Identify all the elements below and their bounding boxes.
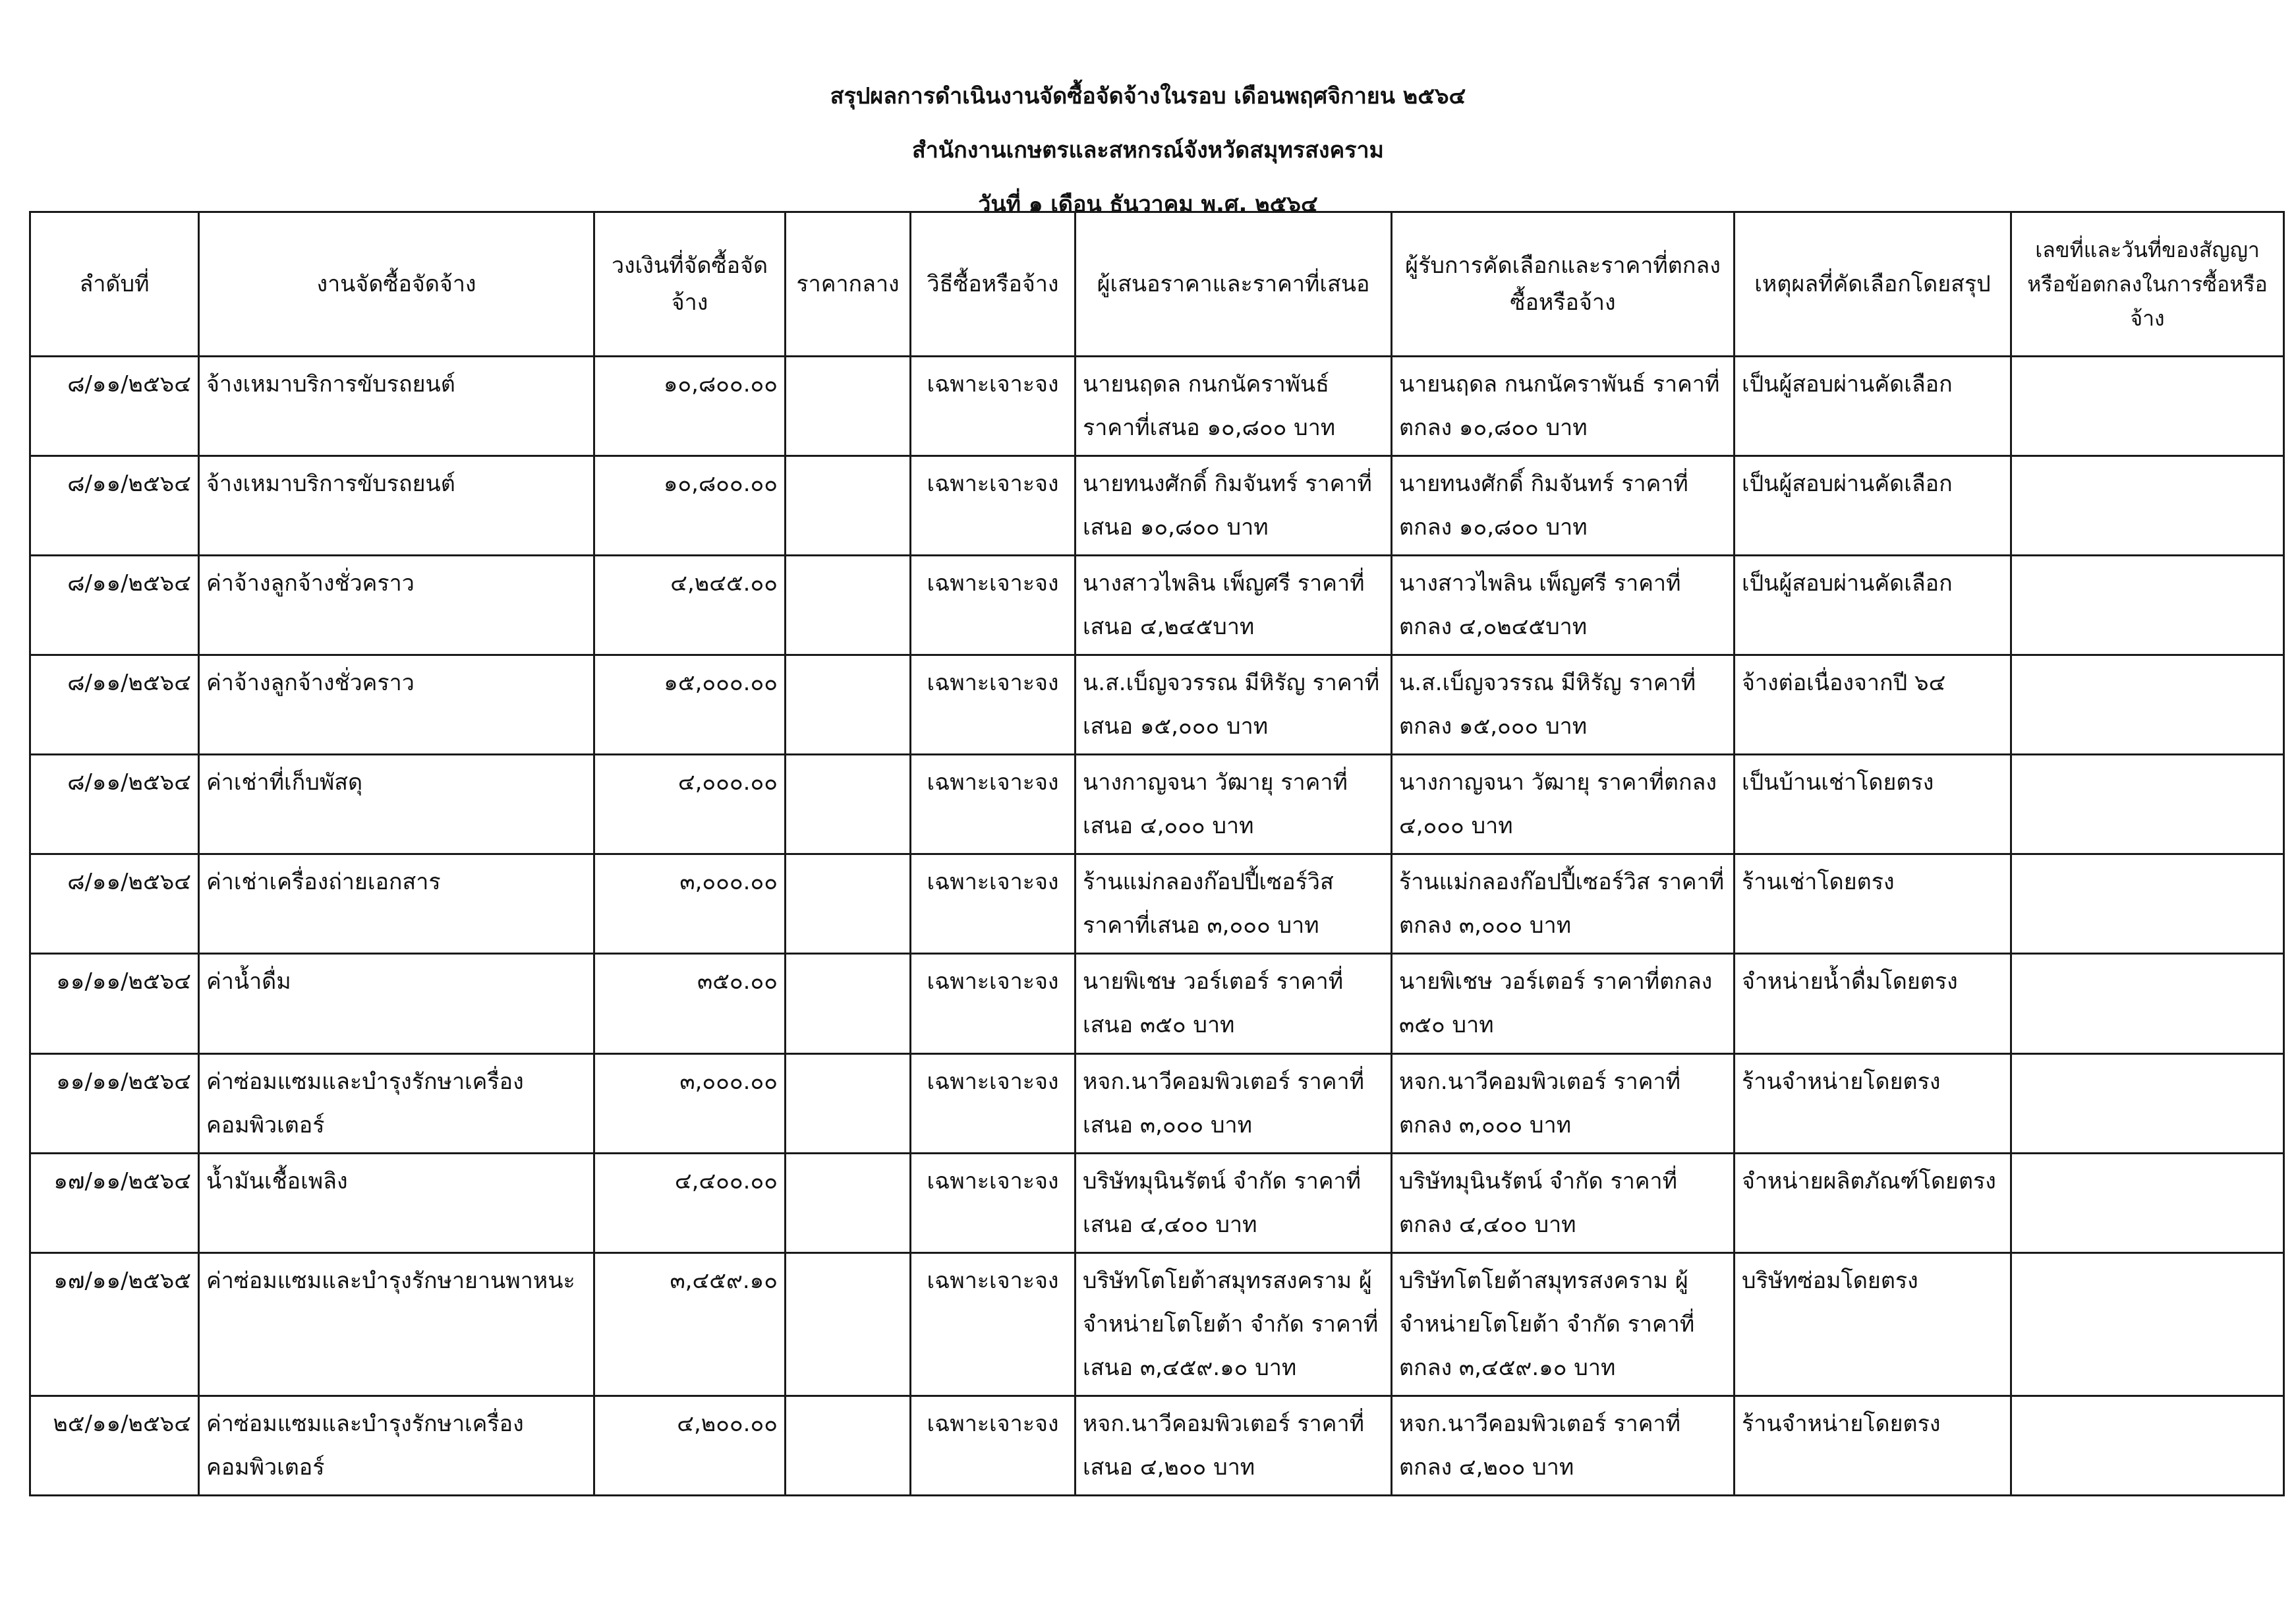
contract-cell [2011,1396,2284,1495]
work-cell: ค่าจ้างลูกจ้างชั่วคราว [199,556,594,655]
work-cell: ค่าจ้างลูกจ้างชั่วคราว [199,655,594,755]
winner-cell: หจก.นาวีคอมพิวเตอร์ ราคาที่ตกลง ๓,๐๐๐ บาท [1392,1053,1735,1153]
method-cell: เฉพาะเจาะจง [911,954,1076,1053]
bidder-cell: หจก.นาวีคอมพิวเตอร์ ราคาที่เสนอ ๓,๐๐๐ บาท [1076,1053,1392,1153]
budget-cell: ๓๕๐.๐๐ [594,954,786,1053]
reason-cell: จำหน่ายผลิตภัณฑ์โดยตรง [1735,1153,2011,1252]
method-cell: เฉพาะเจาะจง [911,456,1076,556]
reason-cell: เป็นผู้สอบผ่านคัดเลือก [1735,357,2011,456]
date-cell: ๘/๑๑/๒๕๖๔ [30,854,199,954]
winner-cell: นายพิเชษ วอร์เตอร์ ราคาที่ตกลง ๓๕๐ บาท [1392,954,1735,1053]
date-cell: ๘/๑๑/๒๕๖๔ [30,655,199,755]
budget-cell: ๓,๐๐๐.๐๐ [594,854,786,954]
bidder-cell: ร้านแม่กลองก๊อปปี้เซอร์วิส ราคาที่เสนอ ๓,๐๐๐ บาท [1076,854,1392,954]
bidder-cell: นางสาวไพลิน เพ็ญศรี ราคาที่เสนอ ๔,๒๔๕บาท [1076,556,1392,655]
median-cell [786,854,911,954]
contract-cell [2011,854,2284,954]
bidder-cell: นายทนงศักดิ์ กิมจันทร์ ราคาที่เสนอ ๑๐,๘๐๐ บาท [1076,456,1392,556]
contract-cell [2011,556,2284,655]
reason-cell: เป็นผู้สอบผ่านคัดเลือก [1735,556,2011,655]
table-row [30,556,2284,655]
header-contract: เลขที่และวันที่ของสัญญาหรือข้อตกลงในการซื้อหรือจ้าง [2011,212,2284,357]
date-cell: ๘/๑๑/๒๕๖๔ [30,556,199,655]
reason-cell: เป็นผู้สอบผ่านคัดเลือก [1735,456,2011,556]
budget-cell: ๔,๒๔๕.๐๐ [594,556,786,655]
report-date: วันที่ ๑ เดือน ธันวาคม พ.ศ. ๒๕๖๔ [978,191,1318,218]
work-cell: จ้างเหมาบริการขับรถยนต์ [199,456,594,556]
median-cell [786,755,911,854]
method-cell: เฉพาะเจาะจง [911,1053,1076,1153]
bidder-cell: หจก.นาวีคอมพิวเตอร์ ราคาที่เสนอ ๔,๒๐๐ บาท [1076,1396,1392,1495]
winner-cell: นางกาญจนา วัฒายุ ราคาที่ตกลง ๔,๐๐๐ บาท [1392,755,1735,854]
reason-cell: เป็นบ้านเช่าโดยตรง [1735,755,2011,854]
contract-cell [2011,456,2284,556]
median-cell [786,1053,911,1153]
date-cell: ๘/๑๑/๒๕๖๔ [30,456,199,556]
date-cell: ๘/๑๑/๒๕๖๔ [30,755,199,854]
median-cell [786,1396,911,1495]
winner-cell: หจก.นาวีคอมพิวเตอร์ ราคาที่ตกลง ๔,๒๐๐ บาท [1392,1396,1735,1495]
median-cell [786,456,911,556]
method-cell: เฉพาะเจาะจง [911,854,1076,954]
table-header-row [30,212,2284,357]
work-cell: จ้างเหมาบริการขับรถยนต์ [199,357,594,456]
contract-cell [2011,755,2284,854]
method-cell: เฉพาะเจาะจง [911,1153,1076,1252]
table-row [30,1252,2284,1396]
bidder-cell: นางกาญจนา วัฒายุ ราคาที่เสนอ ๔,๐๐๐ บาท [1076,755,1392,854]
method-cell: เฉพาะเจาะจง [911,655,1076,755]
contract-cell [2011,954,2284,1053]
header-winner: ผู้รับการคัดเลือกและราคาที่ตกลงซื้อหรือจ้าง [1392,212,1735,357]
header-budget: วงเงินที่จัดซื้อจัดจ้าง [594,212,786,357]
winner-cell: บริษัทโตโยต้าสมุทรสงคราม ผู้จำหน่ายโตโยต้า จำกัด ราคาที่ตกลง ๓,๔๕๙.๑๐ บาท [1392,1252,1735,1396]
method-cell: เฉพาะเจาะจง [911,357,1076,456]
contract-cell [2011,1053,2284,1153]
work-cell: ค่าซ่อมแซมและบำรุงรักษาเครื่องคอมพิวเตอร์ [199,1396,594,1495]
work-cell: ค่าเช่าที่เก็บพัสดุ [199,755,594,854]
contract-cell [2011,1153,2284,1252]
winner-cell: นายทนงศักดิ์ กิมจันทร์ ราคาที่ตกลง ๑๐,๘๐๐ บาท [1392,456,1735,556]
work-cell: ค่าซ่อมแซมและบำรุงรักษาเครื่องคอมพิวเตอร์ [199,1053,594,1153]
table-row [30,357,2284,456]
date-cell: ๑๑/๑๑/๒๕๖๔ [30,954,199,1053]
table-row [30,456,2284,556]
reason-cell: ร้านเช่าโดยตรง [1735,854,2011,954]
header-reason: เหตุผลที่คัดเลือกโดยสรุป [1735,212,2011,357]
budget-cell: ๔,๔๐๐.๐๐ [594,1153,786,1252]
winner-cell: ร้านแม่กลองก๊อปปี้เซอร์วิส ราคาที่ตกลง ๓,๐๐๐ บาท [1392,854,1735,954]
median-cell [786,556,911,655]
reason-cell: ร้านจำหน่ายโดยตรง [1735,1053,2011,1153]
header-work: งานจัดซื้อจัดจ้าง [199,212,594,357]
table-row [30,954,2284,1053]
median-cell [786,1252,911,1396]
header-bidder: ผู้เสนอราคาและราคาที่เสนอ [1076,212,1392,357]
winner-cell: นายนฤดล กนกนัคราพันธ์ ราคาที่ตกลง ๑๐,๘๐๐ บาท [1392,357,1735,456]
table-row [30,755,2284,854]
header-method: วิธีซื้อหรือจ้าง [911,212,1076,357]
method-cell: เฉพาะเจาะจง [911,1252,1076,1396]
contract-cell [2011,655,2284,755]
winner-cell: บริษัทมุนินรัตน์ จำกัด ราคาที่ตกลง ๔,๔๐๐ บาท [1392,1153,1735,1252]
reason-cell: จ้างต่อเนื่องจากปี ๖๔ [1735,655,2011,755]
budget-cell: ๑๐,๘๐๐.๐๐ [594,456,786,556]
budget-cell: ๑๕,๐๐๐.๐๐ [594,655,786,755]
bidder-cell: บริษัทโตโยต้าสมุทรสงคราม ผู้จำหน่ายโตโยต้า จำกัด ราคาที่เสนอ ๓,๔๕๙.๑๐ บาท [1076,1252,1392,1396]
work-cell: ค่าซ่อมแซมและบำรุงรักษายานพาหนะ [199,1252,594,1396]
work-cell: ค่าเช่าเครื่องถ่ายเอกสาร [199,854,594,954]
winner-cell: นางสาวไพลิน เพ็ญศรี ราคาที่ตกลง ๔,๐๒๔๕บาท [1392,556,1735,655]
work-cell: น้ำมันเชื้อเพลิง [199,1153,594,1252]
bidder-cell: น.ส.เบ็ญจวรรณ มีหิรัญ ราคาที่เสนอ ๑๕,๐๐๐ บาท [1076,655,1392,755]
document-title: สรุปผลการดำเนินงานจัดซื้อจัดจ้างในรอบ เดือนพฤศจิกายน ๒๕๖๔ [830,83,1466,109]
budget-cell: ๓,๔๕๙.๑๐ [594,1252,786,1396]
median-cell [786,1153,911,1252]
table-row [30,854,2284,954]
median-cell [786,655,911,755]
table-row [30,1153,2284,1252]
table-row [30,655,2284,755]
contract-cell [2011,357,2284,456]
date-cell: ๒๕/๑๑/๒๕๖๔ [30,1396,199,1495]
reason-cell: จำหน่ายน้ำดื่มโดยตรง [1735,954,2011,1053]
budget-cell: ๓,๐๐๐.๐๐ [594,1053,786,1153]
date-cell: ๑๗/๑๑/๒๕๖๕ [30,1252,199,1396]
date-cell: ๑๗/๑๑/๒๕๖๔ [30,1153,199,1252]
budget-cell: ๔,๒๐๐.๐๐ [594,1396,786,1495]
reason-cell: บริษัทซ่อมโดยตรง [1735,1252,2011,1396]
reason-cell: ร้านจำหน่ายโดยตรง [1735,1396,2011,1495]
budget-cell: ๔,๐๐๐.๐๐ [594,755,786,854]
winner-cell: น.ส.เบ็ญจวรรณ มีหิรัญ ราคาที่ตกลง ๑๕,๐๐๐ บาท [1392,655,1735,755]
date-cell: ๑๑/๑๑/๒๕๖๔ [30,1053,199,1153]
median-cell [786,357,911,456]
table-row [30,1053,2284,1153]
contract-cell [2011,1252,2284,1396]
date-cell: ๘/๑๑/๒๕๖๔ [30,357,199,456]
method-cell: เฉพาะเจาะจง [911,1396,1076,1495]
method-cell: เฉพาะเจาะจง [911,556,1076,655]
median-cell [786,954,911,1053]
bidder-cell: นายนฤดล กนกนัคราพันธ์ ราคาที่เสนอ ๑๐,๘๐๐ บาท [1076,357,1392,456]
header-seq: ลำดับที่ [30,212,199,357]
bidder-cell: นายพิเชษ วอร์เตอร์ ราคาที่เสนอ ๓๕๐ บาท [1076,954,1392,1053]
procurement-table [29,211,2285,1496]
bidder-cell: บริษัทมุนินรัตน์ จำกัด ราคาที่เสนอ ๔,๔๐๐ บาท [1076,1153,1392,1252]
method-cell: เฉพาะเจาะจง [911,755,1076,854]
office-name: สำนักงานเกษตรและสหกรณ์จังหวัดสมุทรสงคราม [912,137,1384,163]
header-median: ราคากลาง [786,212,911,357]
budget-cell: ๑๐,๘๐๐.๐๐ [594,357,786,456]
table-row [30,1396,2284,1495]
work-cell: ค่าน้ำดื่ม [199,954,594,1053]
